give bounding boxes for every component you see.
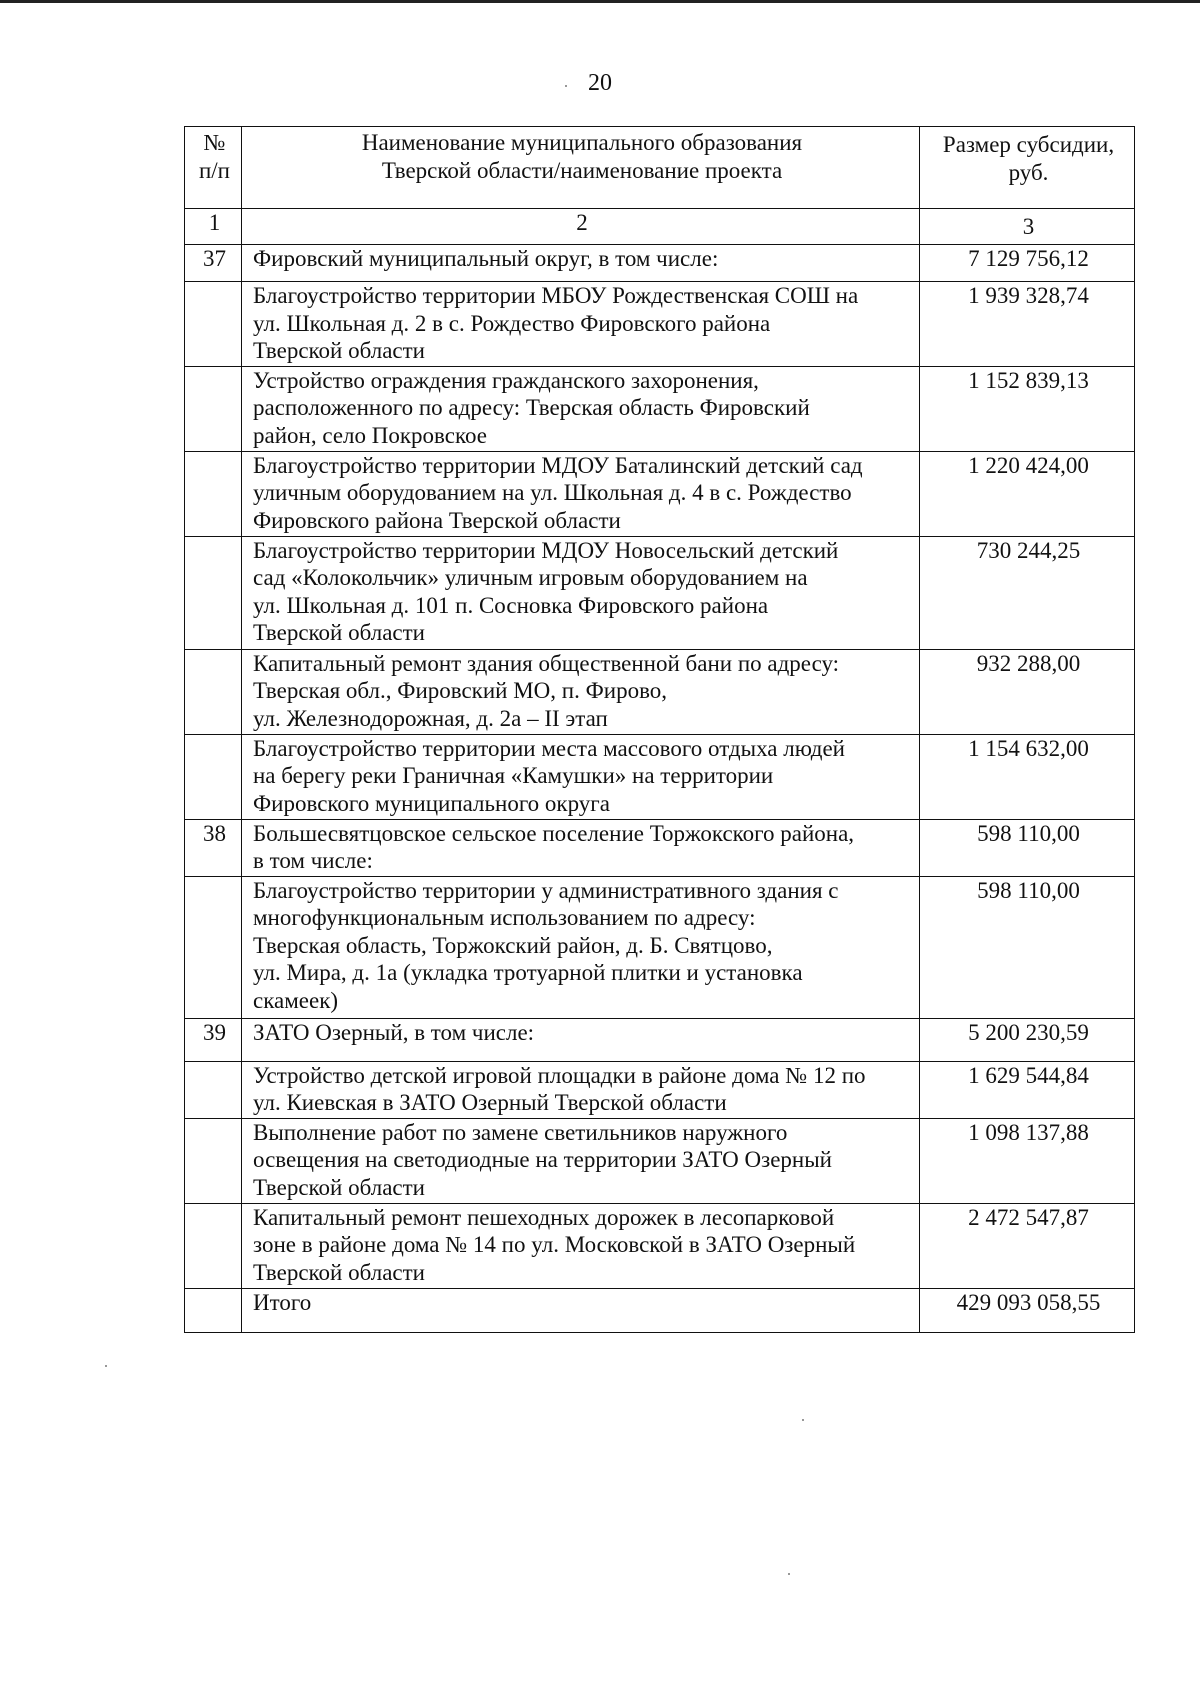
row-amount: 7 129 756,12	[920, 245, 1135, 282]
row-name: Большесвятцовское сельское поселение Торжокского района, в том числе:	[242, 819, 920, 876]
scan-speck	[105, 1365, 107, 1367]
row-name: Капитальный ремонт здания общественной бани по адресу: Тверская обл., Фировский МО, п. Фирово, ул. Железнодорожная, д. 2а – II этап	[242, 649, 920, 734]
row-name: Благоустройство территории МДОУ Баталинский детский сад уличным оборудованием на ул. Школьная д. 4 в с. Рождество Фировского района Тверской области	[242, 451, 920, 536]
row-amount: 5 200 230,59	[920, 1018, 1135, 1061]
subsidy-table	[184, 126, 1135, 1333]
row-amount: 429 093 058,55	[920, 1288, 1135, 1332]
row-name: Устройство ограждения гражданского захоронения, расположенного по адресу: Тверская область Фировский район, село Покровское	[242, 366, 920, 451]
table-row	[185, 245, 1135, 282]
column-number: 2	[242, 209, 920, 245]
row-name: Итого	[242, 1288, 920, 1332]
row-amount: 1 939 328,74	[920, 282, 1135, 367]
column-number: 1	[185, 209, 242, 245]
row-amount: 598 110,00	[920, 876, 1135, 1018]
scan-speck	[802, 1419, 804, 1421]
table-row	[185, 282, 1135, 367]
table-row	[185, 1018, 1135, 1061]
row-number	[185, 876, 242, 1018]
scan-speck	[565, 85, 567, 87]
table-row	[185, 1203, 1135, 1288]
row-name: Устройство детской игровой площадки в районе дома № 12 по ул. Киевская в ЗАТО Озерный Тверской области	[242, 1061, 920, 1118]
row-number	[185, 1118, 242, 1203]
scan-top-edge	[0, 0, 1200, 3]
row-number	[185, 366, 242, 451]
table-row	[185, 649, 1135, 734]
row-name: Благоустройство территории у административного здания с многофункциональным использованием по адресу: Тверская область, Торжокский район, д. Б. Святцово, ул. Мира, д. 1а (укладка тротуарной плитки и установка скамеек)	[242, 876, 920, 1018]
table-row	[185, 366, 1135, 451]
header-sum: Размер субсидии, руб.	[920, 127, 1135, 209]
row-amount: 730 244,25	[920, 536, 1135, 649]
row-amount: 598 110,00	[920, 819, 1135, 876]
row-amount: 1 220 424,00	[920, 451, 1135, 536]
row-name: ЗАТО Озерный, в том числе:	[242, 1018, 920, 1061]
row-number	[185, 1061, 242, 1118]
column-number: 3	[920, 209, 1135, 245]
row-number: 38	[185, 819, 242, 876]
table-row	[185, 734, 1135, 819]
table-header-row	[185, 127, 1135, 209]
row-number	[185, 282, 242, 367]
row-name: Выполнение работ по замене светильников наружного освещения на светодиодные на территории ЗАТО Озерный Тверской области	[242, 1118, 920, 1203]
row-name: Капитальный ремонт пешеходных дорожек в лесопарковой зоне в районе дома № 14 по ул. Московской в ЗАТО Озерный Тверской области	[242, 1203, 920, 1288]
row-amount: 1 152 839,13	[920, 366, 1135, 451]
table-row	[185, 1118, 1135, 1203]
scan-speck	[788, 1573, 790, 1575]
header-name: Наименование муниципального образования Тверской области/наименование проекта	[242, 127, 920, 209]
row-number: 39	[185, 1018, 242, 1061]
table-row	[185, 1061, 1135, 1118]
row-name: Благоустройство территории МДОУ Новосельский детский сад «Колокольчик» уличным игровым оборудованием на ул. Школьная д. 101 п. Сосновка Фировского района Тверской области	[242, 536, 920, 649]
table-row	[185, 819, 1135, 876]
row-number	[185, 451, 242, 536]
column-number-row	[185, 209, 1135, 245]
row-name: Благоустройство территории МБОУ Рождественская СОШ на ул. Школьная д. 2 в с. Рождество Фировского района Тверской области	[242, 282, 920, 367]
row-amount: 1 629 544,84	[920, 1061, 1135, 1118]
row-name: Благоустройство территории места массового отдыха людей на берегу реки Граничная «Камушки» на территории Фировского муниципального округа	[242, 734, 920, 819]
table-row	[185, 1288, 1135, 1332]
row-number	[185, 649, 242, 734]
page-number: 20	[588, 70, 612, 96]
table-row	[185, 536, 1135, 649]
row-amount: 1 154 632,00	[920, 734, 1135, 819]
row-number	[185, 1203, 242, 1288]
row-amount: 932 288,00	[920, 649, 1135, 734]
header-num: № п/п	[185, 127, 242, 209]
row-number	[185, 536, 242, 649]
table-row	[185, 876, 1135, 1018]
row-number	[185, 1288, 242, 1332]
row-number	[185, 734, 242, 819]
row-name: Фировский муниципальный округ, в том числе:	[242, 245, 920, 282]
row-amount: 1 098 137,88	[920, 1118, 1135, 1203]
table-row	[185, 451, 1135, 536]
row-number: 37	[185, 245, 242, 282]
row-amount: 2 472 547,87	[920, 1203, 1135, 1288]
